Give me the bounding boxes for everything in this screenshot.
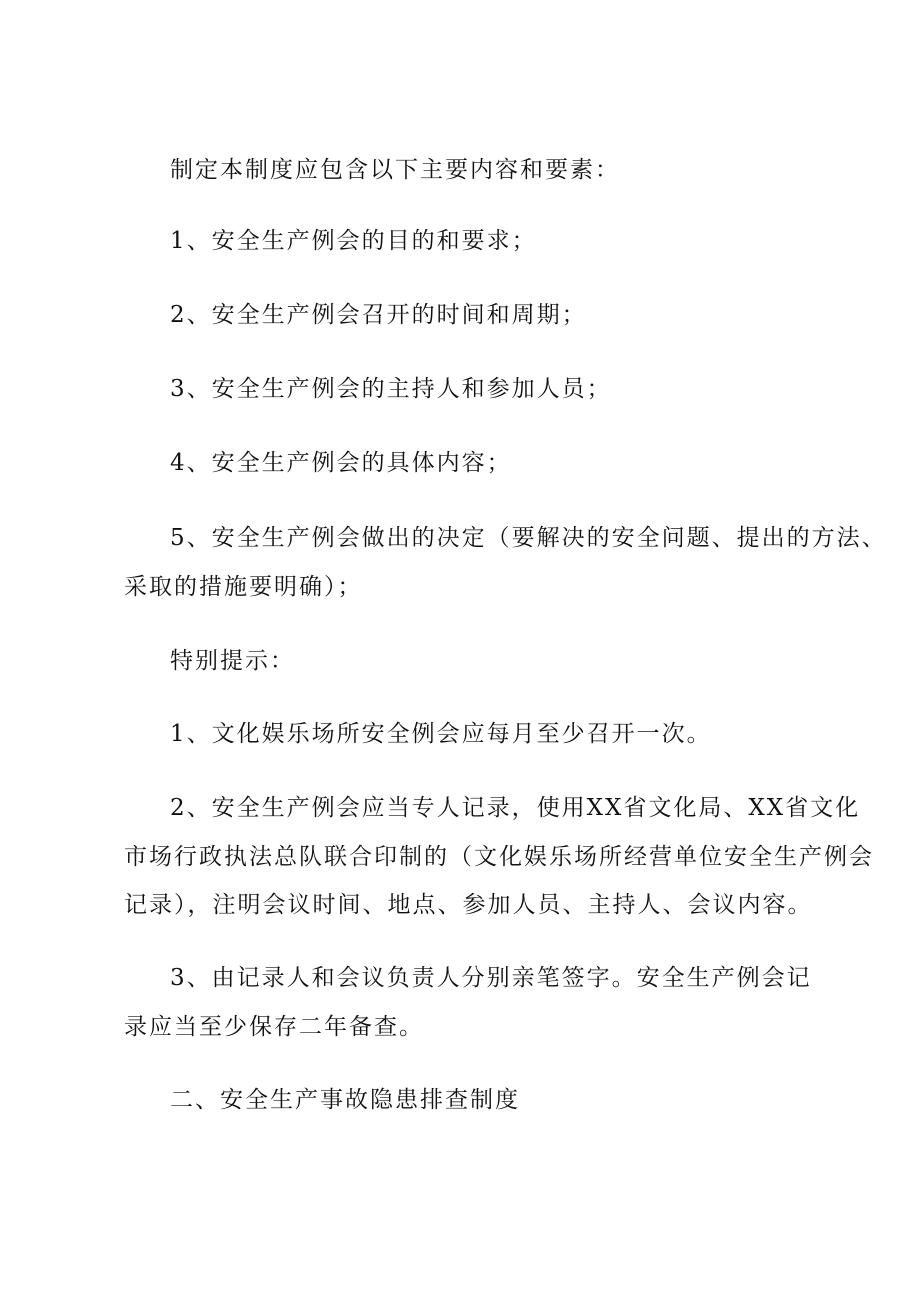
notice-title: 特别提示： [170, 648, 295, 674]
notice-item-3-line-2: 录应当至少保存二年备查。 [124, 1014, 424, 1040]
notice-item-3-line-1: 3、由记录人和会议负责人分别亲笔签字。安全生产例会记 [170, 965, 812, 991]
list-item: 2、安全生产例会召开的时间和周期； [170, 302, 587, 328]
notice-item-2-line-2: 市场行政执法总队联合印制的（文化娱乐场所经营单位安全生产例会 [124, 844, 874, 870]
notice-item-1: 1、文化娱乐场所安全例会应每月至少召开一次。 [170, 721, 712, 747]
notice-item-2-line-3: 记录），注明会议时间、地点、参加人员、主持人、会议内容。 [124, 892, 813, 918]
list-item: 1、安全生产例会的目的和要求； [170, 228, 537, 254]
notice-item-2-line-1: 2、安全生产例会应当专人记录，使用XX省文化局、XX省文化 [170, 795, 861, 821]
list-item-5-line-1: 5、安全生产例会做出的决定（要解决的安全问题、提出的方法、 [170, 525, 887, 551]
intro-paragraph: 制定本制度应包含以下主要内容和要素： [170, 157, 620, 183]
section-heading: 二、安全生产事故隐患排查制度 [170, 1087, 520, 1113]
list-item: 3、安全生产例会的主持人和参加人员； [170, 376, 612, 402]
list-item: 4、安全生产例会的具体内容； [170, 450, 512, 476]
list-item-5-line-2: 采取的措施要明确）； [124, 574, 363, 600]
